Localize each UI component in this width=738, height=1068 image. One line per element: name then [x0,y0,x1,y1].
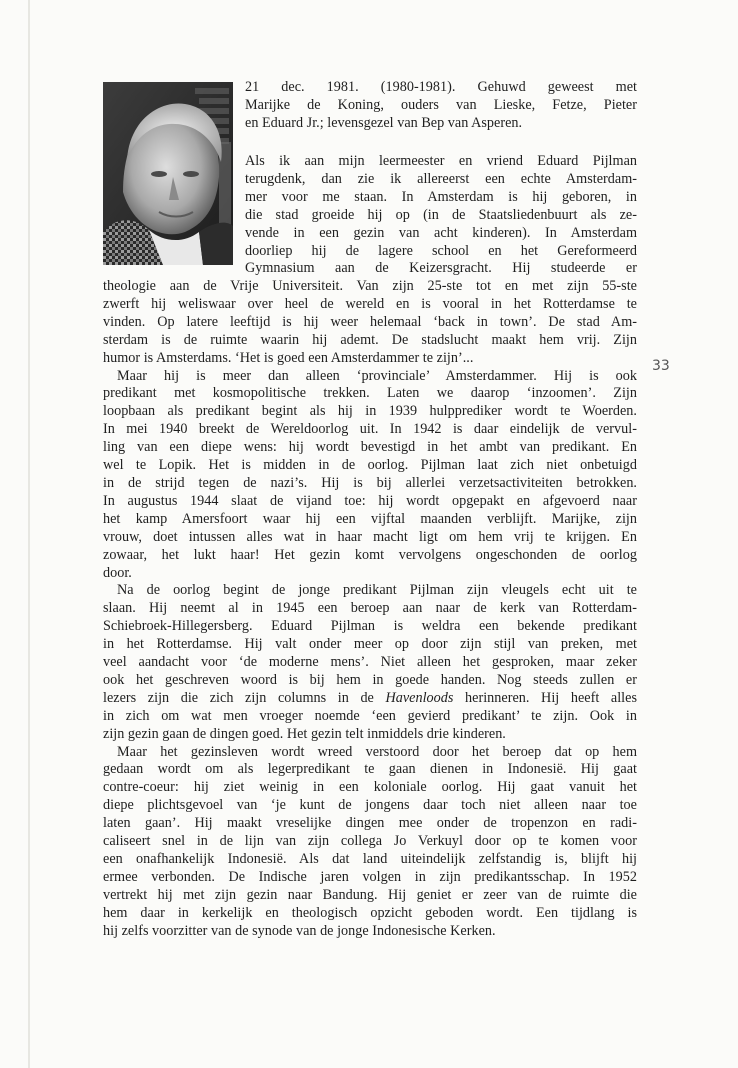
paragraph-2 [103,368,637,583]
text-line: vertrekt hij met zijn gezin naar Bandung. Hij geniet er zeer van de ruimte die [103,886,637,903]
text-line: hem daar in kerkelijk en theologisch opzicht geboden wordt. Een tijdlang is [103,904,637,921]
text-line: contre-coeur: hij ziet weinig in een koloniale oorlog. Hij gaat vanuit het [103,779,637,796]
text-line: het kamp Amersfoort waar hij een vijftal maanden verblijft. Marijke, zijn [103,510,637,527]
text-line: laten gaan’. Hij maakt vreselijke dingen mee onder de tropenzon en radi- [103,815,637,832]
text-line: Na de oorlog begint de jonge predikant Pijlman zijn vleugels echt uit te [117,582,637,599]
text-line: ermee verbonden. De Indische jaren volgen in zijn predikantsschap. In 1952 [103,868,637,885]
text-line: In augustus 1944 slaat de vijand toe: hij wordt opgepakt en afgevoerd naar [103,492,637,509]
text-line: vinden. Op latere leeftijd is hij weer helemaal ‘back in town’. De stad Am- [103,313,637,330]
text-line: Schiebroek-Hillegersberg. Eduard Pijlman is weldra een bekende predikant [103,618,637,635]
text-fragment: herinneren. Hij heeft alles [453,689,637,706]
portrait-image [103,82,233,265]
intro-paragraph [245,153,637,278]
text-line-havenloods [103,690,637,708]
paragraph-3 [103,582,637,743]
text-line: die stad groeide hij op (in de Staatsliedenbuurt als ze- [245,206,637,223]
text-line: slaan. Hij neemt al in 1945 een beroep aan naar de kerk van Rotterdam- [103,600,637,617]
page-edge [28,0,30,1068]
text-line: ook het geschreven woord is bij hem in goede handen. Nog steeds zullen er [103,671,637,688]
text-line: in het Rotterdamse. Hij valt onder meer op door zijn stijl van preken, met [103,636,637,653]
text-line: zowaar, het lukt haar! Het gezin komt vervolgens ongeschonden de oorlog [103,546,637,563]
text-line: gedaan wordt om als legerpredikant te gaan dienen in Indonesië. Hij gaat [103,761,637,778]
text-line: diepe plichtsgevoel van ‘je kunt de jongens daar toch niet alleen naar toe [103,797,637,814]
text-line: hij zelfs voorzitter van de synode van de jonge Indonesische Kerken. [103,922,496,939]
text-line: zijn gezin gaan de dingen goed. Het gezin telt inmiddels drie kinderen. [103,725,506,742]
text-line: Gymnasium aan de Keizersgracht. Hij studeerde er [245,260,637,277]
page-number: 33 [652,358,670,374]
paragraph-4 [103,744,637,941]
text-line: Maar het gezinsleven wordt wreed verstoord door het beroep dat op hem [117,743,637,760]
text-line: wel te Lopik. Het is midden in de oorlog. Pijlman laat zich niet onbetuigd [103,457,637,474]
text-line: doorliep hij de lagere school en het Gereformeerd [245,242,637,259]
text-line: vrouw, doet intussen alles wat in haar macht ligt om hem vrij te krijgen. En [103,528,637,545]
text-line: ling van een diepe wens: hij wordt bevestigd in het ambt van predikant. En [103,439,637,456]
text-line: veel aandacht voor ‘de moderne mens’. Niet alleen het gesproken, maar zeker [103,654,637,671]
text-line: sterdam is de ruimte waarin hij ademt. De stadslucht maakt hem vrij. Zijn [103,331,637,348]
text-line: zwerft hij weliswaar over heel de wereld en is vooral in het Rotterdamse te [103,295,637,312]
text-line: terugdenk, dan zie ik allereerst een echte Amsterdam- [245,170,637,187]
paragraph-1 [103,278,637,368]
text-line: humor is Amsterdams. ‘Het is goed een Amsterdammer te zijn’... [103,349,474,366]
caption-line: Marijke de Koning, ouders van Lieske, Fetze, Pieter [245,96,637,113]
text-line: theologie aan de Vrije Universiteit. Van zijn 25-ste tot en met zijn 55-ste [103,278,637,294]
text-line: door. [103,564,132,581]
text-line: een onafhankelijk Indonesië. Als dat land uiteindelijk zelfstandig is, blijft hij [103,851,637,867]
text-line: vende in een gezin van acht kinderen). In Amsterdam [245,224,637,241]
text-line: loopbaan als predikant begint als hij in 1939 hulpprediker wordt te Woerden. [103,403,637,420]
text-line: Als ik aan mijn leermeester en vriend Eduard Pijlman [245,153,637,169]
text-line: Maar hij is meer dan alleen ‘provinciale’ Amsterdammer. Hij is ook [117,367,637,384]
publication-title: Havenloods [385,689,454,706]
text-line: predikant met kosmopolitische trekken. Laten we daarop ‘inzoomen’. Zijn [103,385,637,402]
text-fragment: lezers zijn die zich zijn columns in de [103,689,386,706]
text-line: caliseert snel in de lijn van zijn collega Jo Verkuyl door op te komen voor [103,833,637,850]
portrait-photo [103,82,233,265]
text-line: in de strijd tegen de nazi’s. Hij is bij allerlei verzetsactiviteiten betrokken. [103,474,637,491]
text-line: in zich om wat men vroeger noemde ‘een gevierd predikant’ te zijn. Ook in [103,707,637,724]
body-text [103,278,637,941]
caption-line: en Eduard Jr.; levensgezel van Bep van Asperen. [245,114,523,131]
photo-caption [245,79,637,133]
text-line: mer voor me staan. In Amsterdam is hij geboren, in [245,188,637,205]
text-line: In mei 1940 breekt de Wereldoorlog uit. In 1942 is daar eindelijk de vervul- [103,421,637,438]
caption-line: 21 dec. 1981. (1980-1981). Gehuwd geweest met [245,79,637,95]
